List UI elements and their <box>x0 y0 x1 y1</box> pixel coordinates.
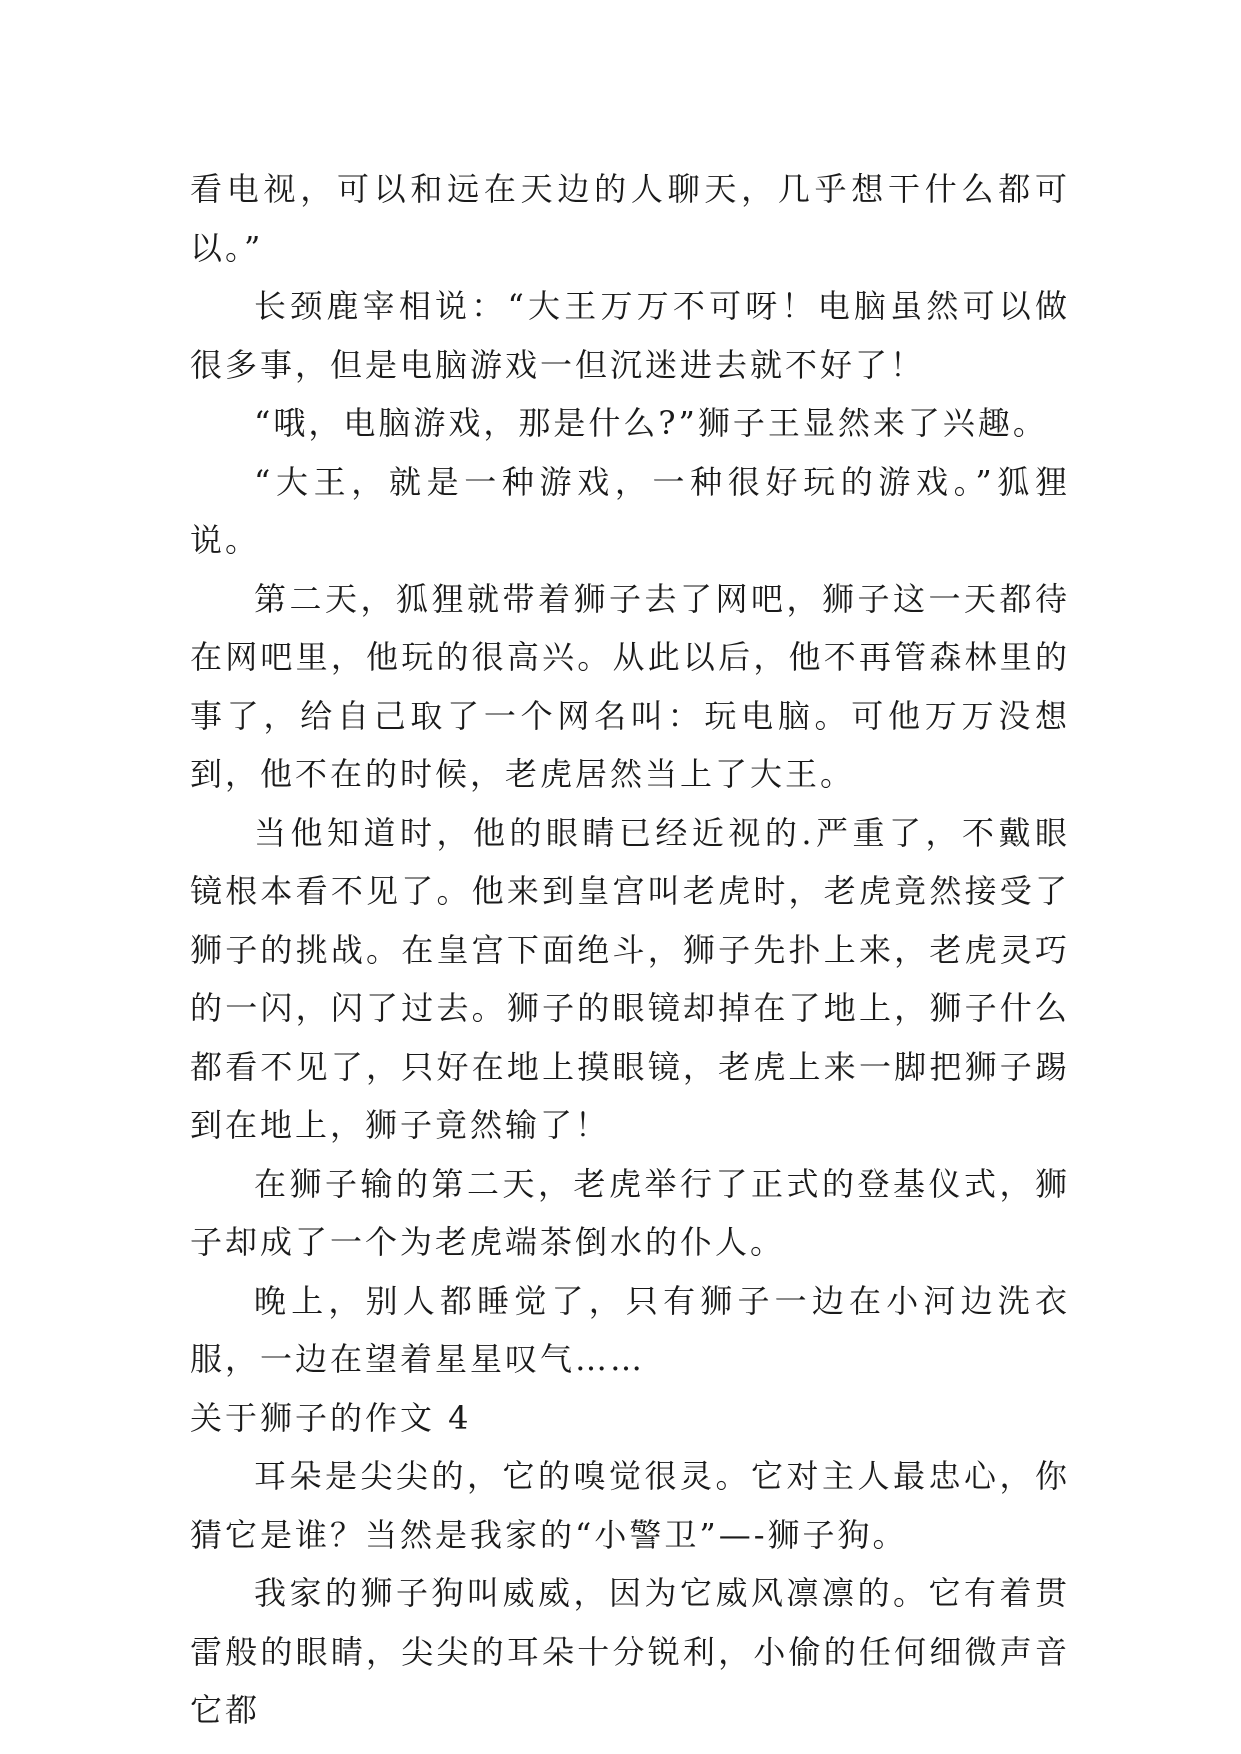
paragraph: 我家的狮子狗叫威威，因为它威风凛凛的。它有着贯雷般的眼睛，尖尖的耳朵十分锐利，小偷的任何细微声音它都 <box>190 1574 1070 1729</box>
paragraph: “大王，就是一种游戏，一种很好玩的游戏。”狐狸说。 <box>190 462 1070 559</box>
paragraph: 耳朵是尖尖的，它的嗅觉很灵。它对主人最忠心，你猜它是谁？当然是我家的“小警卫”—-狮子狗。 <box>190 1457 1070 1554</box>
paragraph: “哦，电脑游戏，那是什么?”狮子王显然来了兴趣。 <box>254 404 1048 442</box>
paragraph: 长颈鹿宰相说：“大王万万不可呀！电脑虽然可以做很多事，但是电脑游戏一但沉迷进去就不好了！ <box>190 287 1070 384</box>
section-heading: 关于狮子的作文 4 <box>190 1398 472 1437</box>
paragraph: 当他知道时，他的眼睛已经近视的.严重了，不戴眼镜根本看不见了。他来到皇宫叫老虎时，老虎竟然接受了狮子的挑战。在皇宫下面绝斗，狮子先扑上来，老虎灵巧的一闪，闪了过去。狮子的眼镜却掉在了地上，狮子什么都看不见了，只好在地上摸眼镜，老虎上来一脚把狮子踢到在地上，狮子竟然输了！ <box>190 813 1070 1144</box>
paragraph: 晚上，别人都睡觉了，只有狮子一边在小河边洗衣服，一边在望着星星叹气…… <box>190 1281 1070 1378</box>
paragraph: 看电视，可以和远在天边的人聊天，几乎想干什么都可以。” <box>190 170 1070 267</box>
paragraph: 第二天，狐狸就带着狮子去了网吧，狮子这一天都待在网吧里，他玩的很高兴。从此以后，他不再管森林里的事了，给自己取了一个网名叫：玩电脑。可他万万没想到，他不在的时候，老虎居然当上了大王。 <box>190 579 1070 793</box>
document-body <box>190 160 1070 1740</box>
paragraph: 在狮子输的第二天，老虎举行了正式的登基仪式，狮子却成了一个为老虎端茶倒水的仆人。 <box>190 1164 1070 1261</box>
